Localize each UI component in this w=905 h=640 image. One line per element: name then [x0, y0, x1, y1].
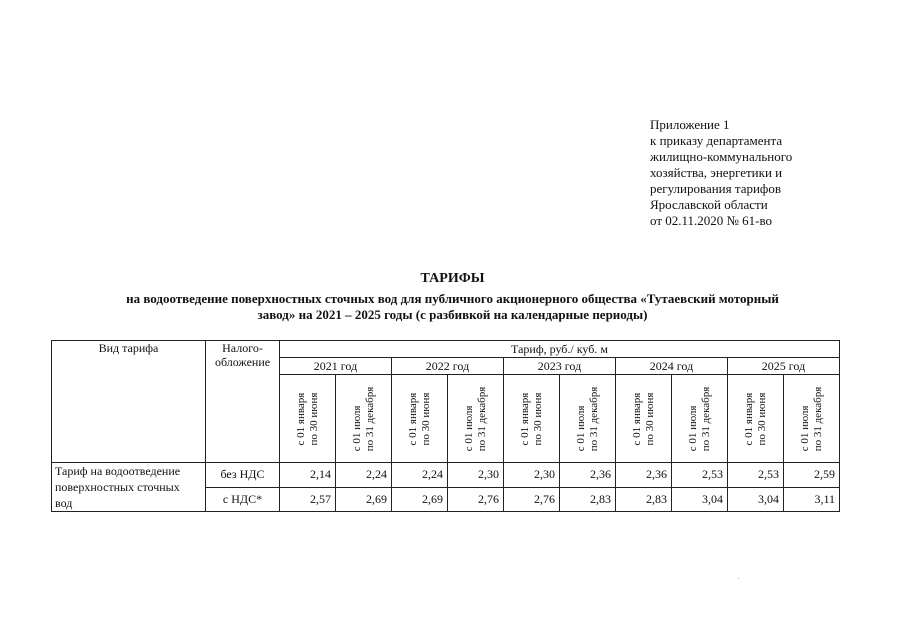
row-label [52, 463, 206, 512]
period-header [672, 375, 728, 463]
period-header [336, 375, 392, 463]
header-kind: Вид тарифа [52, 341, 206, 463]
period-header [728, 375, 784, 463]
row-tax: с НДС* [206, 487, 280, 512]
row-label-line: Тариф на водоотведение [55, 464, 181, 478]
tariff-value: 2,30 [504, 463, 560, 488]
tariff-value: 2,59 [784, 463, 840, 488]
tariff-value: 2,76 [504, 487, 560, 512]
header-tariff: Тариф, руб./ куб. м [280, 341, 840, 358]
appendix-line: Ярославской области [650, 197, 768, 212]
period-line: с 01 июля [462, 405, 475, 451]
tariff-value: 2,53 [728, 463, 784, 488]
tariff-value: 2,76 [448, 487, 504, 512]
period-line: с 01 июля [574, 405, 587, 451]
period-line: с 01 июля [686, 405, 699, 451]
tariff-value: 2,30 [448, 463, 504, 488]
period-line: по 31 декабря [811, 386, 824, 451]
appendix-line: от 02.11.2020 № 61-во [650, 213, 773, 228]
period-header [392, 375, 448, 463]
period-line: с 01 июля [798, 405, 811, 451]
tariff-value: 3,11 [784, 487, 840, 512]
period-line: по 31 декабря [699, 386, 712, 451]
appendix-line: жилищно-коммунального [650, 149, 793, 164]
row-tax: без НДС [206, 463, 280, 488]
period-line: с 01 января [406, 392, 419, 445]
year-header: 2021 год [280, 358, 392, 375]
tariff-value: 3,04 [728, 487, 784, 512]
period-line: по 30 июня [531, 392, 544, 445]
year-header: 2024 год [616, 358, 728, 375]
document-title: ТАРИФЫ [420, 271, 485, 286]
period-line: с 01 января [630, 392, 643, 445]
subtitle-line: завод» на 2021 – 2025 годы (с разбивкой на календарные периоды) [257, 307, 648, 322]
year-header: 2023 год [504, 358, 616, 375]
tariff-value: 2,53 [672, 463, 728, 488]
period-line: по 31 декабря [587, 386, 600, 451]
scan-speck [738, 578, 739, 579]
period-header [280, 375, 336, 463]
tariff-value: 2,57 [280, 487, 336, 512]
period-header [504, 375, 560, 463]
tariff-value: 2,24 [336, 463, 392, 488]
subtitle-line: на водоотведение поверхностных сточных вод для публичного акционерного общества «Тутаевский моторный [126, 291, 779, 306]
appendix-line: Приложение 1 [650, 117, 730, 132]
appendix-line: хозяйства, энергетики и [650, 165, 783, 180]
tariff-value: 2,36 [616, 463, 672, 488]
period-line: с 01 июля [350, 405, 363, 451]
tariff-table [51, 340, 840, 512]
period-header [448, 375, 504, 463]
tariff-value: 2,24 [392, 463, 448, 488]
tariff-value: 2,83 [616, 487, 672, 512]
period-line: по 31 декабря [363, 386, 376, 451]
period-header [616, 375, 672, 463]
period-line: с 01 января [518, 392, 531, 445]
period-header [784, 375, 840, 463]
tariff-value: 2,83 [560, 487, 616, 512]
period-line: по 30 июня [419, 392, 432, 445]
header-tax [206, 341, 280, 463]
tariff-value: 2,14 [280, 463, 336, 488]
header-tax-line: обложение [214, 355, 271, 369]
period-line: по 30 июня [643, 392, 656, 445]
year-header: 2025 год [728, 358, 840, 375]
appendix-line: к приказу департамента [650, 133, 783, 148]
tariff-value: 2,69 [392, 487, 448, 512]
period-line: по 30 июня [307, 392, 320, 445]
row-label-line: вод [55, 496, 73, 510]
appendix-block [650, 117, 792, 229]
period-line: по 31 декабря [475, 386, 488, 451]
tariff-value: 2,36 [560, 463, 616, 488]
period-line: с 01 января [742, 392, 755, 445]
year-header: 2022 год [392, 358, 504, 375]
period-line: с 01 января [294, 392, 307, 445]
appendix-line: регулирования тарифов [650, 181, 781, 196]
period-header [560, 375, 616, 463]
tariff-value: 3,04 [672, 487, 728, 512]
document-subtitle [0, 291, 905, 323]
period-line: по 30 июня [755, 392, 768, 445]
tariff-value: 2,69 [336, 487, 392, 512]
header-tax-line: Налого- [222, 341, 263, 355]
row-label-line: поверхностных сточных [55, 480, 180, 494]
